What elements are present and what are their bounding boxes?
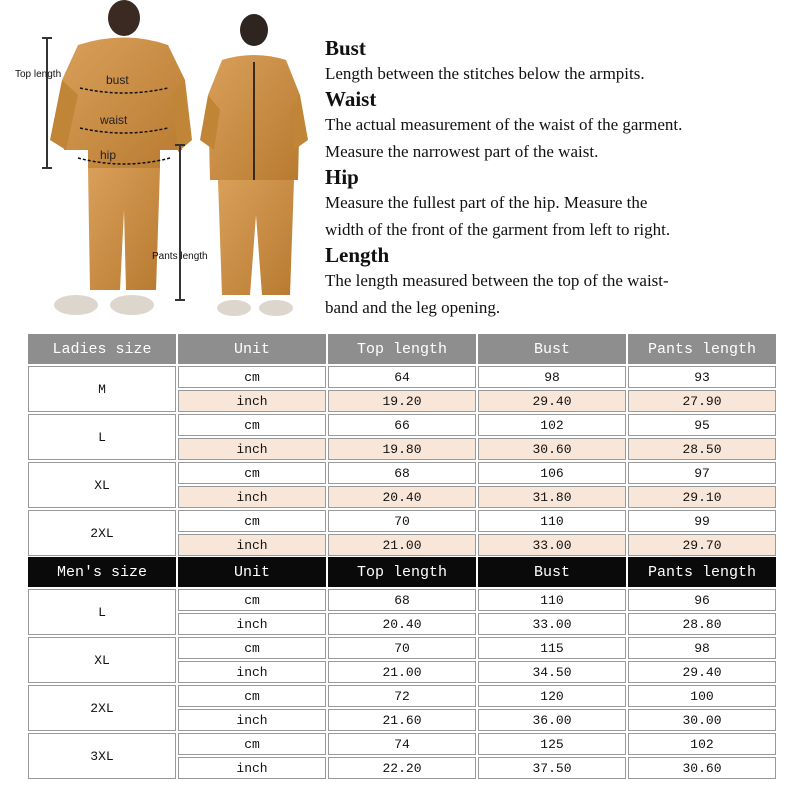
value-cell: 29.40 bbox=[628, 661, 776, 683]
bust-definition bbox=[325, 36, 795, 87]
header-bust: Bust bbox=[478, 557, 626, 587]
pants-length-label: Pants length bbox=[152, 251, 208, 262]
value-cell: 95 bbox=[628, 414, 776, 436]
unit-cell: cm bbox=[178, 589, 326, 611]
header-pants-length: Pants length bbox=[628, 557, 776, 587]
unit-cell: cm bbox=[178, 366, 326, 388]
value-cell: 36.00 bbox=[478, 709, 626, 731]
top-length-arrow bbox=[15, 38, 61, 168]
value-cell: 98 bbox=[478, 366, 626, 388]
mens-size-table bbox=[26, 555, 778, 781]
value-cell: 31.80 bbox=[478, 486, 626, 508]
size-cell: L bbox=[28, 589, 176, 635]
unit-cell: cm bbox=[178, 733, 326, 755]
ladies-size-table bbox=[26, 332, 778, 558]
waist-definition bbox=[325, 87, 795, 165]
value-cell: 70 bbox=[328, 637, 476, 659]
value-cell: 70 bbox=[328, 510, 476, 532]
definition-title: Bust bbox=[325, 36, 366, 60]
value-cell: 66 bbox=[328, 414, 476, 436]
value-cell: 29.10 bbox=[628, 486, 776, 508]
value-cell: 120 bbox=[478, 685, 626, 707]
definition-line: Length between the stitches below the armpits. bbox=[325, 64, 645, 83]
value-cell: 93 bbox=[628, 366, 776, 388]
value-cell: 22.20 bbox=[328, 757, 476, 779]
model-front bbox=[50, 0, 192, 315]
table-header-row bbox=[28, 557, 776, 587]
value-cell: 96 bbox=[628, 589, 776, 611]
top-length-label: Top length bbox=[15, 69, 62, 80]
hip-definition bbox=[325, 165, 795, 243]
table-row bbox=[28, 589, 776, 611]
value-cell: 19.80 bbox=[328, 438, 476, 460]
value-cell: 21.00 bbox=[328, 661, 476, 683]
measurement-definitions bbox=[325, 36, 795, 321]
value-cell: 64 bbox=[328, 366, 476, 388]
unit-cell: inch bbox=[178, 613, 326, 635]
value-cell: 68 bbox=[328, 462, 476, 484]
value-cell: 102 bbox=[628, 733, 776, 755]
size-cell: XL bbox=[28, 637, 176, 683]
unit-cell: inch bbox=[178, 534, 326, 556]
value-cell: 21.00 bbox=[328, 534, 476, 556]
value-cell: 21.60 bbox=[328, 709, 476, 731]
unit-cell: inch bbox=[178, 661, 326, 683]
definition-line: Measure the fullest part of the hip. Measure the bbox=[325, 193, 648, 212]
size-cell: XL bbox=[28, 462, 176, 508]
length-definition bbox=[325, 243, 795, 321]
size-cell: 3XL bbox=[28, 733, 176, 779]
table-row bbox=[28, 366, 776, 388]
definition-title: Length bbox=[325, 243, 390, 267]
header-top-length: Top length bbox=[328, 334, 476, 364]
header-size: Men's size bbox=[28, 557, 176, 587]
table-row bbox=[28, 733, 776, 755]
value-cell: 125 bbox=[478, 733, 626, 755]
header-unit: Unit bbox=[178, 334, 326, 364]
table-row bbox=[28, 414, 776, 436]
value-cell: 110 bbox=[478, 510, 626, 532]
unit-cell: inch bbox=[178, 390, 326, 412]
header-pants-length: Pants length bbox=[628, 334, 776, 364]
unit-cell: cm bbox=[178, 637, 326, 659]
value-cell: 29.70 bbox=[628, 534, 776, 556]
hip-label: hip bbox=[100, 148, 117, 162]
definition-line: The length measured between the top of the waist- bbox=[325, 271, 669, 290]
value-cell: 30.00 bbox=[628, 709, 776, 731]
value-cell: 72 bbox=[328, 685, 476, 707]
value-cell: 110 bbox=[478, 589, 626, 611]
unit-cell: inch bbox=[178, 709, 326, 731]
table-header-row bbox=[28, 334, 776, 364]
value-cell: 100 bbox=[628, 685, 776, 707]
value-cell: 34.50 bbox=[478, 661, 626, 683]
header-unit: Unit bbox=[178, 557, 326, 587]
value-cell: 106 bbox=[478, 462, 626, 484]
value-cell: 74 bbox=[328, 733, 476, 755]
unit-cell: cm bbox=[178, 414, 326, 436]
header-top-length: Top length bbox=[328, 557, 476, 587]
unit-cell: cm bbox=[178, 510, 326, 532]
model-standing bbox=[200, 14, 308, 316]
value-cell: 30.60 bbox=[478, 438, 626, 460]
definition-title: Hip bbox=[325, 165, 359, 189]
waist-label: waist bbox=[100, 113, 128, 127]
definition-title: Waist bbox=[325, 87, 377, 111]
unit-cell: inch bbox=[178, 486, 326, 508]
value-cell: 37.50 bbox=[478, 757, 626, 779]
header-size: Ladies size bbox=[28, 334, 176, 364]
value-cell: 98 bbox=[628, 637, 776, 659]
value-cell: 68 bbox=[328, 589, 476, 611]
unit-cell: cm bbox=[178, 462, 326, 484]
size-cell: M bbox=[28, 366, 176, 412]
table-row bbox=[28, 510, 776, 532]
pants-length-arrow bbox=[152, 145, 208, 300]
value-cell: 33.00 bbox=[478, 534, 626, 556]
value-cell: 28.50 bbox=[628, 438, 776, 460]
value-cell: 20.40 bbox=[328, 486, 476, 508]
value-cell: 27.90 bbox=[628, 390, 776, 412]
value-cell: 28.80 bbox=[628, 613, 776, 635]
unit-cell: cm bbox=[178, 685, 326, 707]
value-cell: 29.40 bbox=[478, 390, 626, 412]
value-cell: 115 bbox=[478, 637, 626, 659]
table-row bbox=[28, 462, 776, 484]
table-row bbox=[28, 685, 776, 707]
definition-line: width of the front of the garment from left to right. bbox=[325, 220, 671, 239]
value-cell: 97 bbox=[628, 462, 776, 484]
pajama-illustration bbox=[0, 0, 320, 330]
value-cell: 19.20 bbox=[328, 390, 476, 412]
header-bust: Bust bbox=[478, 334, 626, 364]
definition-line: The actual measurement of the waist of the garment. bbox=[325, 115, 683, 134]
value-cell: 20.40 bbox=[328, 613, 476, 635]
size-cell: 2XL bbox=[28, 510, 176, 556]
definition-line: band and the leg opening. bbox=[325, 298, 501, 317]
value-cell: 33.00 bbox=[478, 613, 626, 635]
bust-label: bust bbox=[106, 73, 129, 87]
size-cell: 2XL bbox=[28, 685, 176, 731]
value-cell: 102 bbox=[478, 414, 626, 436]
unit-cell: inch bbox=[178, 757, 326, 779]
value-cell: 99 bbox=[628, 510, 776, 532]
definition-line: Measure the narrowest part of the waist. bbox=[325, 142, 599, 161]
table-row bbox=[28, 637, 776, 659]
unit-cell: inch bbox=[178, 438, 326, 460]
value-cell: 30.60 bbox=[628, 757, 776, 779]
size-cell: L bbox=[28, 414, 176, 460]
